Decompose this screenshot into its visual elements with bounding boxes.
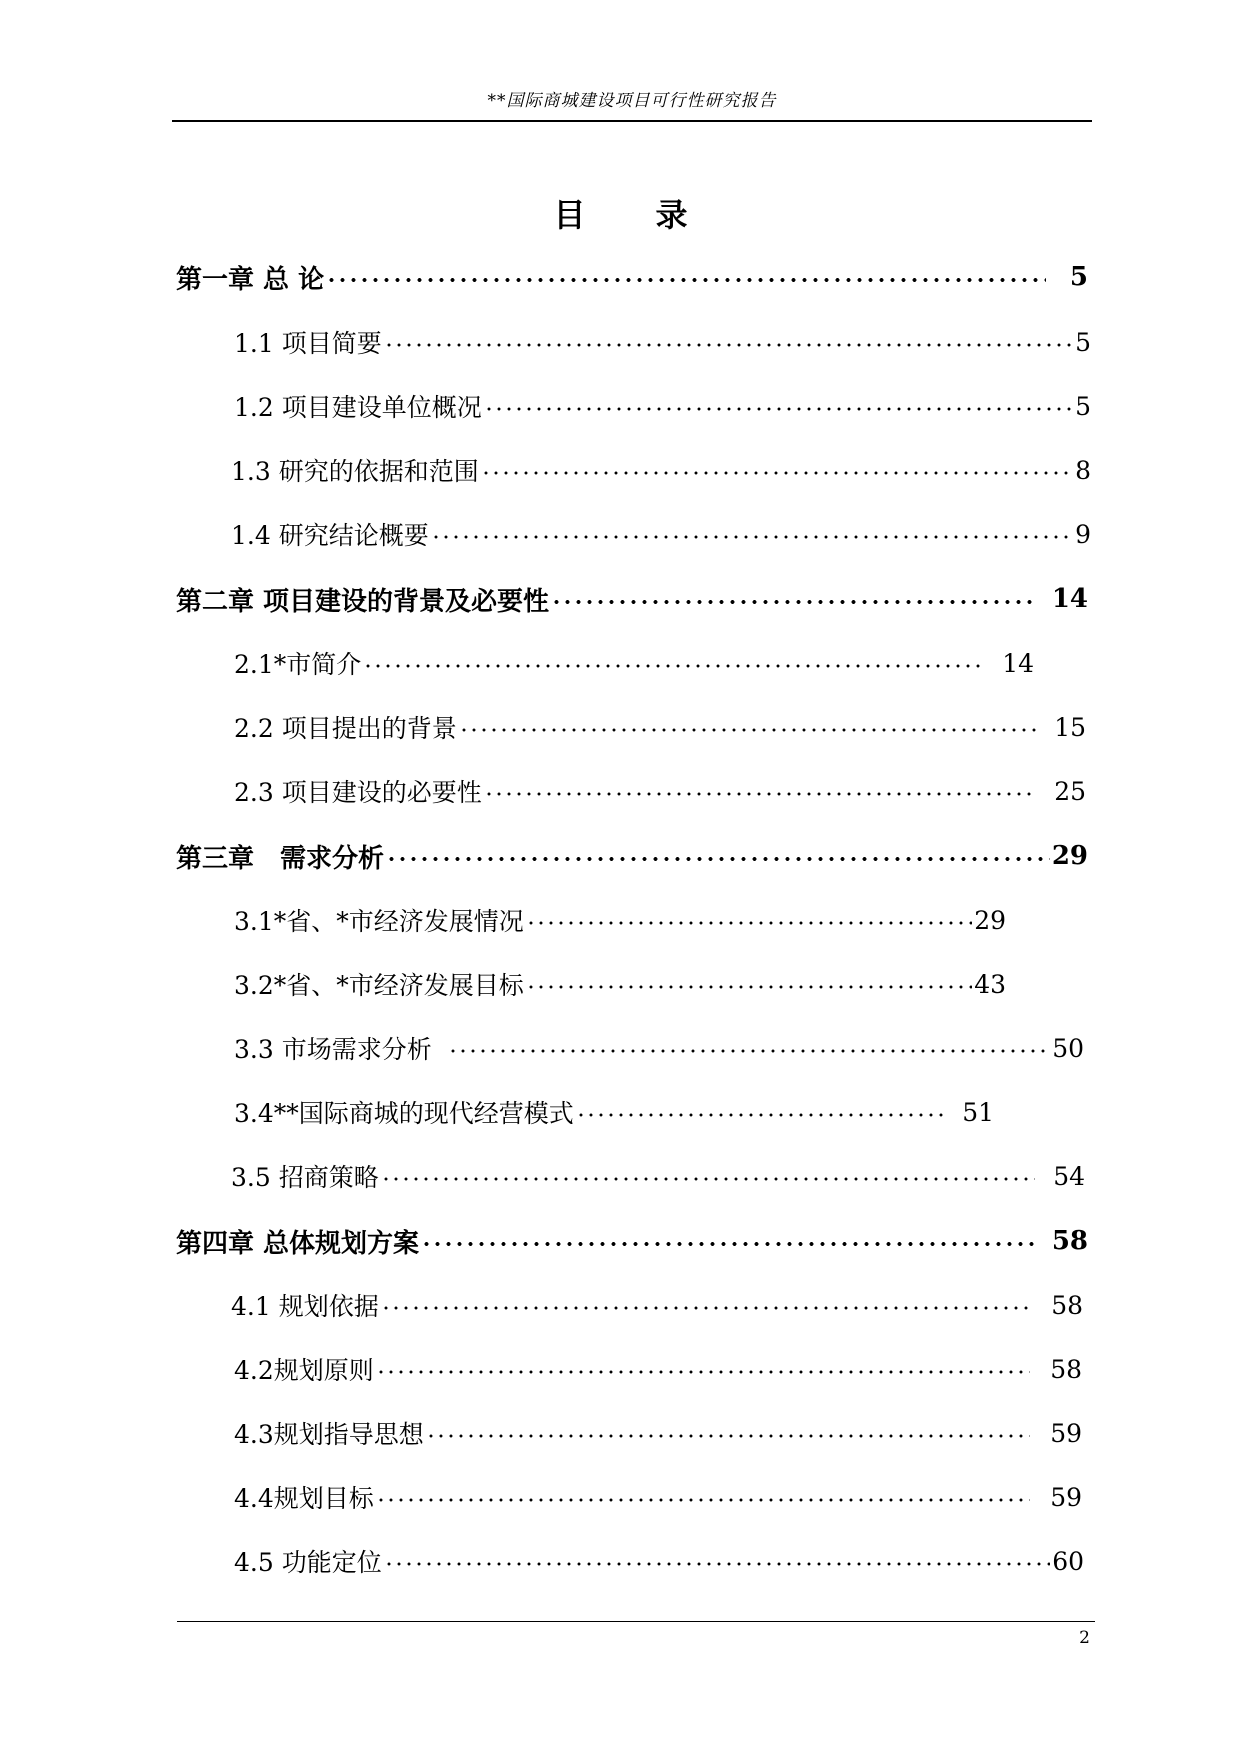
toc-entry-page: 5 (1075, 391, 1091, 421)
toc-entry-1-2[interactable] (234, 384, 1091, 428)
toc-entry-3-3[interactable] (234, 1026, 1084, 1070)
running-header: **国际商城建设项目可行性研究报告 (487, 91, 777, 111)
toc-entry-label: 3.4**国际商城的现代经营模式 (234, 1099, 574, 1128)
toc-entry-label: 2.1*市简介 (234, 650, 362, 679)
toc-entry-page: 50 (1052, 1033, 1084, 1063)
toc-entry-chapter-1[interactable] (176, 255, 1088, 299)
toc-entry-page: 5 (1075, 327, 1091, 357)
dot-leader (484, 403, 1073, 415)
toc-entry-page: 58 (1051, 1290, 1083, 1320)
toc-entry-label: 第一章 总 论 (176, 264, 325, 295)
toc-entry-page: 59 (1050, 1418, 1082, 1448)
toc-entry-label: 第四章 总体规划方案 (176, 1228, 420, 1259)
dot-leader (376, 1494, 1030, 1506)
dot-leader (381, 1302, 1029, 1314)
dot-leader (526, 981, 972, 993)
toc-entry-label: 4.4规划目标 (234, 1484, 374, 1513)
toc-entry-label: 4.1 规划依据 (231, 1292, 379, 1321)
dot-leader (448, 1045, 1050, 1057)
dot-leader (551, 596, 1036, 608)
footer-rule (177, 1621, 1095, 1622)
dot-leader (384, 1558, 1050, 1570)
toc-entry-3-5[interactable] (231, 1154, 1085, 1198)
toc-entry-label: 1.4 研究结论概要 (231, 521, 429, 550)
dot-leader (421, 1238, 1036, 1250)
dot-leader (376, 1366, 1030, 1378)
toc-entry-page: 54 (1053, 1161, 1085, 1191)
toc-entry-3-4[interactable] (234, 1090, 994, 1134)
toc-entry-page: 14 (1051, 584, 1088, 614)
toc-entry-1-3[interactable] (231, 448, 1091, 492)
toc-entry-2-2[interactable] (234, 705, 1086, 749)
toc-entry-page: 29 (1051, 841, 1088, 871)
toc-entry-chapter-4[interactable] (176, 1219, 1088, 1263)
toc-entry-page: 59 (1050, 1482, 1082, 1512)
toc-entry-chapter-3[interactable] (176, 834, 1088, 878)
dot-leader (426, 1430, 1030, 1442)
toc-title-char-2: 录 (655, 196, 688, 234)
toc-entry-label: 3.5 招商策略 (231, 1163, 379, 1192)
toc-entry-page: 15 (1054, 712, 1086, 742)
toc-entry-4-4[interactable] (234, 1475, 1082, 1519)
dot-leader (384, 339, 1073, 351)
toc-entry-label: 第三章 需求分析 (176, 843, 385, 874)
toc-entry-2-3[interactable] (234, 769, 1086, 813)
footer-page-number: 2 (1079, 1628, 1090, 1648)
dot-leader (484, 788, 1036, 800)
toc-entry-label: 4.2规划原则 (234, 1356, 374, 1385)
toc-entry-4-5[interactable] (234, 1539, 1084, 1583)
toc-entry-label: 3.1*省、*市经济发展情况 (234, 907, 524, 936)
toc-entry-label: 4.3规划指导思想 (234, 1420, 424, 1449)
dot-leader (459, 724, 1036, 736)
toc-entry-page: 60 (1052, 1546, 1084, 1576)
dot-leader (576, 1109, 944, 1121)
dot-leader (363, 660, 984, 672)
toc-entry-label: 1.2 项目建设单位概况 (234, 393, 482, 422)
toc-entry-1-1[interactable] (234, 320, 1091, 364)
toc-entry-4-2[interactable] (234, 1347, 1082, 1391)
toc-entry-page: 58 (1050, 1354, 1082, 1384)
toc-entry-1-4[interactable] (231, 512, 1091, 556)
toc-entry-page: 51 (962, 1097, 994, 1127)
toc-entry-page: 5 (1069, 262, 1088, 292)
toc-entry-page: 25 (1054, 776, 1086, 806)
dot-leader (481, 467, 1073, 479)
toc-entry-3-2[interactable] (234, 962, 1006, 1006)
toc-title-char-1: 目 (553, 196, 586, 234)
dot-leader (386, 853, 1050, 865)
toc-entry-label: 1.1 项目简要 (234, 329, 382, 358)
toc-entry-2-1[interactable] (234, 641, 1034, 685)
toc-entry-page: 14 (1002, 648, 1034, 678)
toc-entry-label: 4.5 功能定位 (234, 1548, 382, 1577)
toc-entry-label: 1.3 研究的依据和范围 (231, 457, 479, 486)
toc-entry-label: 2.3 项目建设的必要性 (234, 778, 482, 807)
toc-entry-label: 第二章 项目建设的背景及必要性 (176, 586, 550, 617)
toc-entry-page: 9 (1075, 519, 1091, 549)
toc-entry-4-1[interactable] (231, 1283, 1083, 1327)
toc-entry-page: 58 (1051, 1226, 1088, 1256)
toc-entry-chapter-2[interactable] (176, 577, 1088, 621)
toc-entry-label: 3.3 市场需求分析 (234, 1035, 432, 1064)
dot-leader (326, 274, 1046, 286)
toc-entry-page: 43 (974, 969, 1006, 999)
toc-entry-4-3[interactable] (234, 1411, 1082, 1455)
toc-entry-label: 3.2*省、*市经济发展目标 (234, 971, 524, 1000)
dot-leader (381, 1173, 1035, 1185)
toc-entry-page: 29 (974, 905, 1006, 935)
toc-entry-3-1[interactable] (234, 898, 1006, 942)
dot-leader (431, 531, 1073, 543)
toc-entry-page: 8 (1075, 455, 1091, 485)
toc-entry-label: 2.2 项目提出的背景 (234, 714, 457, 743)
dot-leader (526, 917, 972, 929)
